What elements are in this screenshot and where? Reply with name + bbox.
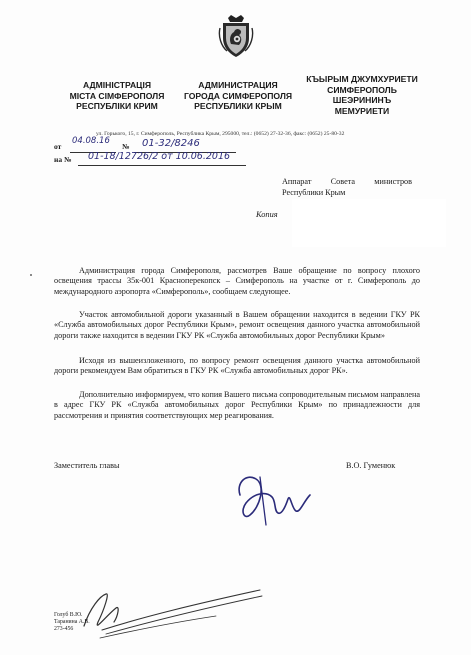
from-label: от [54, 142, 62, 151]
reference-number: 01-18/12726/2 от 10.06.2016 [88, 151, 231, 162]
body-paragraph: Участок автомобильной дороги указанный в Вашем обращении находится в ведении ГКУ РК «Служба автомобильных дорог Республики Крым», ремонт освещения данного участка автомобильной дороги также находится в ведении ГКУ РК «Служба автомобильных дорог Республики Крым» [54, 310, 420, 340]
header-ua-line: МІСТА СІМФЕРОПОЛЯ [69, 90, 165, 101]
recipient-line: Республики Крым [282, 188, 346, 197]
executors-block [54, 612, 90, 634]
reference-label: на № [54, 155, 72, 164]
coat-of-arms-emblem [218, 14, 254, 58]
executor-initials-scribble [76, 586, 266, 644]
outgoing-number: 01-32/8246 [142, 138, 200, 149]
header-ua-line: АДМІНІСТРАЦІЯ [82, 80, 152, 90]
redacted-area [292, 199, 446, 247]
number-sign: № [122, 142, 130, 151]
signatory-position: Заместитель главы [54, 461, 120, 470]
recipient-block [282, 176, 412, 198]
header-crh-line: КЪЫРЫМ ДЖУМХУРИЕТИ [306, 74, 418, 84]
executor-line: Таранина А.В. [54, 619, 90, 626]
header-ru-line: ГОРОДА СИМФЕРОПОЛЯ [183, 90, 293, 101]
scan-mark [30, 274, 32, 276]
header-crh-line: ШЕЭРИНИНЪ [332, 95, 392, 105]
header-ru-line: РЕСПУБЛИКИ КРЫМ [194, 101, 282, 111]
header-crh-line: СИМФЕРОПОЛЬ [327, 84, 397, 95]
body-paragraph: Администрация города Симферополя, рассмотрев Ваше обращение по вопросу плохого освещения трассы 35к-001 Красноперекопск – Симферополь на участке от г. Симферополь до международного аэропорта «Симферополь», сообщаем следующее. [54, 266, 420, 296]
organization-address: ул. Горького, 15, г. Симферополь, Республика Крым, 295000, тел.: (0652) 27-32-36, факс: (0652) 25-80-32 [96, 131, 345, 137]
body-paragraph: Исходя из вышеизложенного, по вопросу ремонт освещения данного участка автомобильной дороги рекомендуем Вам обратиться в ГКУ РК «Служба автомобильных дорог РК». [54, 356, 420, 376]
header-russian [180, 80, 296, 112]
recipient-line: Аппарат Совета министров [282, 177, 412, 186]
header-ru-line: АДМИНИСТРАЦИЯ [198, 80, 278, 90]
handwritten-signature [226, 465, 316, 529]
executor-line: Голуб В.Ю. [54, 612, 83, 618]
executor-line: 273-456 [54, 626, 74, 633]
signatory-name: В.О. Гуменюк [346, 461, 396, 470]
outgoing-date: 04.08.16 [72, 136, 110, 146]
header-ua-line: РЕСПУБЛІКИ КРИМ [76, 101, 158, 111]
header-ukrainian [62, 80, 172, 112]
body-paragraph: Дополнительно информируем, что копия Вашего письма сопроводительным письмом направлена в адрес ГКУ РК «Служба автомобильных дорог Республики Крым» по принадлежности для рассмотрения и принятия соответствующих мер реагирования. [54, 390, 420, 420]
copy-label: Копия [256, 210, 278, 219]
header-crimean-tatar [304, 74, 420, 116]
reference-line [78, 165, 246, 166]
header-crh-line: МЕМУРИЕТИ [334, 105, 390, 116]
